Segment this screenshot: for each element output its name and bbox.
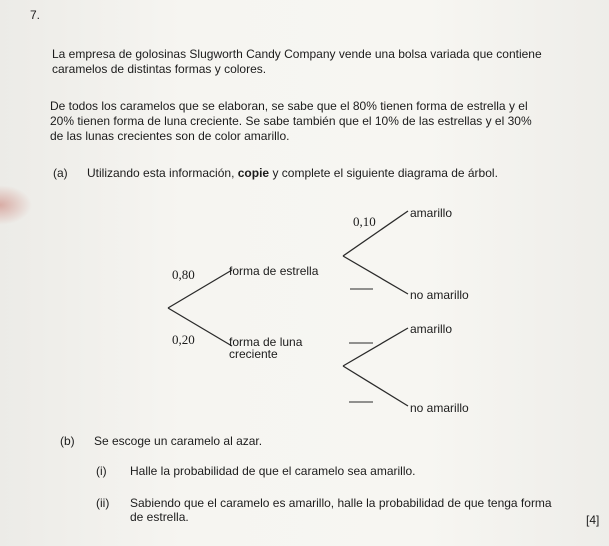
prob-star-yellow: 0,10 [353, 214, 376, 229]
branch-star-not-yellow [343, 256, 408, 294]
label-moon-1: forma de luna [229, 335, 303, 349]
part-a-text-bold: copie [237, 166, 270, 180]
label-moon-2: creciente [229, 347, 278, 361]
part-a-text-before: Utilizando esta información, [87, 166, 235, 180]
label-moon-yellow: amarillo [410, 322, 453, 336]
label-star-yellow: amarillo [410, 206, 453, 220]
intro-line-1: La empresa de golosinas Slugworth Candy Company vende una bolsa variada que contiene [52, 47, 542, 61]
label-star-not-yellow: no amarillo [410, 288, 469, 302]
intro-line-2: caramelos de distintas formas y colores. [52, 62, 267, 76]
branch-moon-yellow [343, 328, 408, 366]
prob-moon: 0,20 [172, 332, 195, 347]
label-star: forma de estrella [229, 264, 319, 278]
part-b-i-label: (i) [96, 464, 107, 478]
marks: [4] [586, 513, 600, 527]
part-b-ii-text-1: Sabiendo que el caramelo es amarillo, halle la probabilidad de que tenga forma [130, 496, 552, 510]
part-b-i-text: Halle la probabilidad de que el caramelo sea amarillo. [130, 464, 416, 478]
info-line-3: de las lunas crecientes son de color amarillo. [50, 129, 290, 143]
info-line-2: 20% tienen forma de luna creciente. Se sabe también que el 10% de las estrellas y el 30% [50, 114, 532, 128]
part-a-label: (a) [53, 166, 68, 180]
label-moon-not-yellow: no amarillo [410, 401, 469, 415]
info-line-1: De todos los caramelos que se elaboran, se sabe que el 80% tienen forma de estrella y el [50, 99, 528, 113]
question-number: 7. [30, 8, 41, 22]
part-b-ii-text-2: de estrella. [130, 510, 189, 524]
part-b-label: (b) [60, 434, 75, 448]
part-b-ii-label: (ii) [96, 496, 110, 510]
part-a-text-after: y complete el siguiente diagrama de árbol. [272, 166, 498, 180]
part-b-text: Se escoge un caramelo al azar. [94, 434, 263, 448]
prob-star: 0,80 [172, 267, 195, 282]
branch-moon-not-yellow [343, 366, 408, 406]
